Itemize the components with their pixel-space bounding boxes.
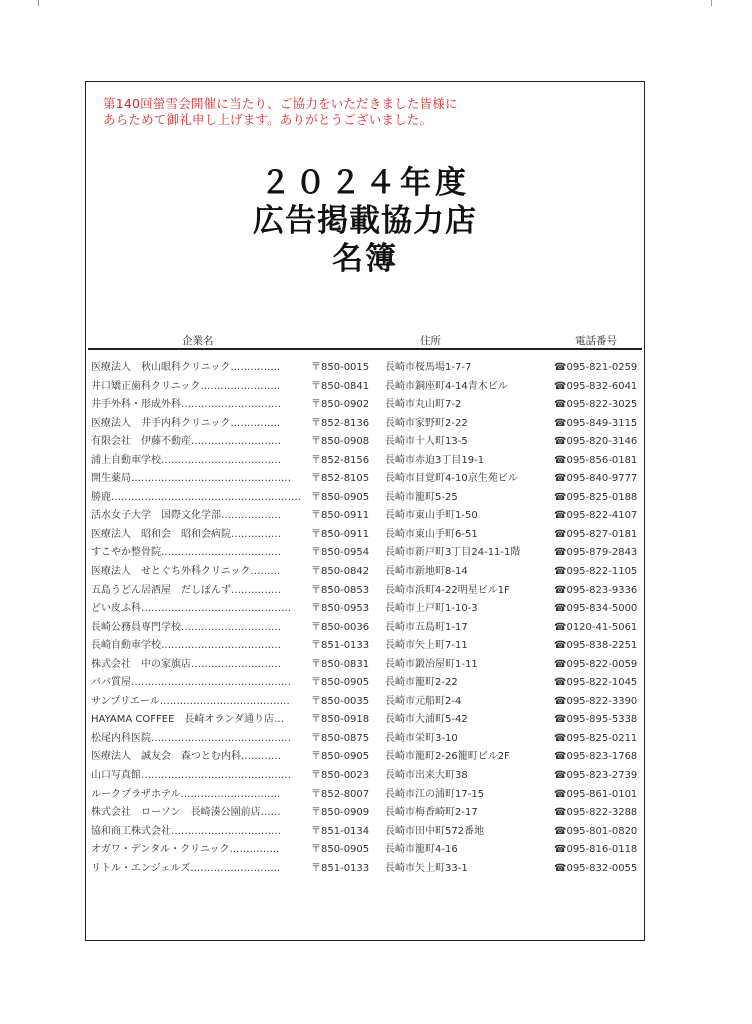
address: 長崎市籠町2-26籠町ビル2F [385,751,510,763]
phone-number: ☎095-861-0101 [554,788,638,800]
sponsor-list [0,359,752,878]
phone-number: ☎095-827-0181 [554,528,638,540]
table-row [0,415,752,434]
company-name: 浦上自動車学校……………………………… [91,454,281,466]
table-row [0,860,752,879]
postal-code: 〒850-0036 [311,621,370,633]
company-name: 松尾内科医院…………………………………… [91,732,291,744]
company-name: 医療法人 昭和会 昭和会病院…………… [91,528,281,540]
address: 長崎市新地町8-14 [385,566,468,578]
address: 長崎市籠町2-22 [385,677,458,689]
address: 長崎市田中町572番地 [385,825,485,837]
postal-code: 〒850-0905 [311,677,370,689]
phone-number: ☎095-879-2843 [554,547,638,559]
postal-code: 〒850-0918 [311,714,370,726]
address: 長崎市目覚町4-10京生苑ビル [385,473,518,485]
table-row [0,711,752,730]
address: 長崎市五島町1-17 [385,621,468,633]
company-name: 有限会社 伊藤不動産……………………… [91,436,281,448]
postal-code: 〒850-0023 [311,770,370,782]
phone-number: ☎095-823-2739 [554,770,638,782]
company-name: 協和商工株式会社…………………………… [91,825,281,837]
address: 長崎市十人町13-5 [385,436,468,448]
phone-number: ☎095-825-0188 [554,491,638,503]
table-row [0,841,752,860]
company-name: 開生薬局………………………………………… [91,473,291,485]
table-row [0,452,752,471]
table-row [0,674,752,693]
postal-code: 〒852-8105 [311,473,370,485]
address: 長崎市出来大町38 [385,770,468,782]
address: 長崎市赤迫3丁目19-1 [385,454,485,466]
address: 長崎市新戸町3丁目24-11-1階 [385,547,521,559]
company-name: 長崎自動車学校……………………………… [91,640,281,652]
title-main: 広告掲載協力店 [253,203,477,239]
header-phone: 電話番号 [575,335,617,347]
thank-you-notice [103,96,623,128]
notice-line-1: 第140回螢雪会開催に当たり、ご協力をいただきました皆様に [103,96,458,111]
phone-number: ☎095-821-0259 [554,362,638,373]
table-row [0,730,752,749]
address: 長崎市上戸町1-10-3 [385,603,478,615]
address: 長崎市家野町2-22 [385,417,468,429]
crop-mark-left [38,0,39,6]
address: 長崎市鍛冶屋町1-11 [385,658,478,670]
company-name: HAYAMA COFFEE 長崎オランダ通り店… [91,714,284,726]
table-row [0,693,752,712]
postal-code: 〒850-0908 [311,436,370,448]
phone-number: ☎095-822-3288 [554,807,638,819]
address: 長崎市元船町2-4 [385,695,462,707]
address: 長崎市東山手町1-50 [385,510,478,522]
company-name: 株式会社 ローソン 長崎湊公園前店…… [91,807,281,819]
table-row [0,582,752,601]
postal-code: 〒850-0035 [311,695,370,707]
phone-number: ☎095-822-3390 [554,695,638,707]
address: 長崎市矢上町7-11 [385,640,468,652]
postal-code: 〒850-0902 [311,399,370,411]
company-name: 井手外科・形成外科………………………… [91,399,281,411]
table-row [0,378,752,397]
table-row [0,544,752,563]
table-row [0,433,752,452]
table-row [0,786,752,805]
postal-code: 〒850-0954 [311,547,370,559]
company-name: サンプリエール………………………………… [91,695,290,707]
postal-code: 〒850-0905 [311,491,370,503]
company-name: 医療法人 井手内科クリニック…………… [91,417,281,429]
company-name: 医療法人 誠友会 森つとむ内科………… [91,751,281,763]
phone-number: ☎095-840-9777 [554,473,638,485]
address: 長崎市梅香崎町2-17 [385,807,478,819]
postal-code: 〒850-0905 [311,751,370,763]
table-row [0,656,752,675]
postal-code: 〒850-0911 [311,510,370,522]
table-row [0,507,752,526]
postal-code: 〒850-0841 [311,380,370,392]
address: 長崎市浜町4-22明星ビル1F [385,584,510,596]
phone-number: ☎095-832-0055 [554,862,638,874]
header-company: 企業名 [182,335,214,347]
address: 長崎市大浦町5-42 [385,714,468,726]
company-name: どい皮ふ科……………………………………… [91,603,291,615]
company-name: 井口矯正歯科クリニック…………………… [91,380,281,392]
table-row [0,526,752,545]
phone-number: ☎095-823-9336 [554,584,638,596]
phone-number: ☎095-822-1105 [554,566,638,578]
postal-code: 〒851-0134 [311,825,370,837]
table-row [0,748,752,767]
postal-code: 〒850-0909 [311,807,370,819]
table-row [0,767,752,786]
postal-code: 〒850-0905 [311,844,370,856]
company-name: 長崎公務員専門学校………………………… [91,621,281,633]
postal-code: 〒850-0015 [311,362,370,373]
address: 長崎市桜馬場1-7-7 [385,362,472,373]
postal-code: 〒850-0853 [311,584,370,596]
address: 長崎市江の浦町17-15 [385,788,485,800]
company-name: オガワ・デンタル・クリニック…………… [91,844,280,856]
postal-code: 〒852-8136 [311,417,370,429]
phone-number: ☎095-856-0181 [554,454,638,466]
company-name: 活水女子大学 国際文化学部……………… [91,510,281,522]
table-row [0,600,752,619]
address: 長崎市銅座町4-14青木ビル [385,380,508,392]
title-year: ２０２４年度 [260,165,470,201]
header-address: 住所 [420,335,441,347]
phone-number: ☎095-801-0820 [554,825,638,837]
company-name: ババ質屋………………………………………… [91,677,291,689]
phone-number: ☎095-832-6041 [554,380,638,392]
company-name: ルークプラザホテル………………………… [91,788,281,800]
company-name: すこやか整骨院……………………………… [91,547,281,559]
address: 長崎市丸山町7-2 [385,399,462,411]
phone-number: ☎095-838-2251 [554,640,638,652]
postal-code: 〒851-0133 [311,640,370,652]
company-name: 医療法人 せとぐち外科クリニック……… [91,566,281,578]
address: 長崎市籠町4-16 [385,844,458,856]
phone-number: ☎095-822-4107 [554,510,638,522]
address: 長崎市矢上町33-1 [385,862,468,874]
table-row [0,563,752,582]
phone-number: ☎095-822-0059 [554,658,638,670]
table-row [0,489,752,508]
company-name: 五島うどん居酒屋 だしぽんず…………… [91,584,281,596]
postal-code: 〒852-8007 [311,788,370,800]
phone-number: ☎095-825-0211 [554,732,638,744]
company-name: 株式会社 中の家旗店……………………… [91,658,281,670]
notice-line-2: あらためて御礼申し上げます。ありがとうございました。 [103,112,433,127]
phone-number: ☎095-849-3115 [554,417,638,429]
postal-code: 〒850-0842 [311,566,370,578]
crop-mark-right [711,0,712,6]
table-row [0,470,752,489]
postal-code: 〒852-8156 [311,454,370,466]
address: 長崎市栄町3-10 [385,732,458,744]
header-rule [88,348,642,350]
phone-number: ☎095-823-1768 [554,751,638,763]
table-row [0,619,752,638]
table-row [0,804,752,823]
table-row [0,823,752,842]
table-row [0,359,752,378]
phone-number: ☎095-834-5000 [554,603,638,615]
phone-number: ☎095-816-0118 [554,844,638,856]
postal-code: 〒850-0911 [311,528,370,540]
address: 長崎市籠町5-25 [385,491,458,503]
title-sub: 名簿 [332,241,398,277]
phone-number: ☎095-822-1045 [554,677,638,689]
company-name: 山口写真館……………………………………… [91,770,291,782]
table-row [0,637,752,656]
company-name: 勝鹿………………………………………………… [91,491,301,503]
company-name: リトル・エンジェルズ……………………… [91,862,281,874]
table-row [0,396,752,415]
postal-code: 〒851-0133 [311,862,370,874]
phone-number: ☎095-820-3146 [554,436,638,448]
postal-code: 〒850-0953 [311,603,370,615]
postal-code: 〒850-0831 [311,658,370,670]
phone-number: ☎095-822-3025 [554,399,638,411]
phone-number: ☎095-895-5338 [554,714,638,726]
address: 長崎市東山手町6-51 [385,528,478,540]
company-name: 医療法人 秋山眼科クリニック…………… [91,362,281,373]
postal-code: 〒850-0875 [311,732,370,744]
phone-number: ☎0120-41-5061 [554,621,638,633]
